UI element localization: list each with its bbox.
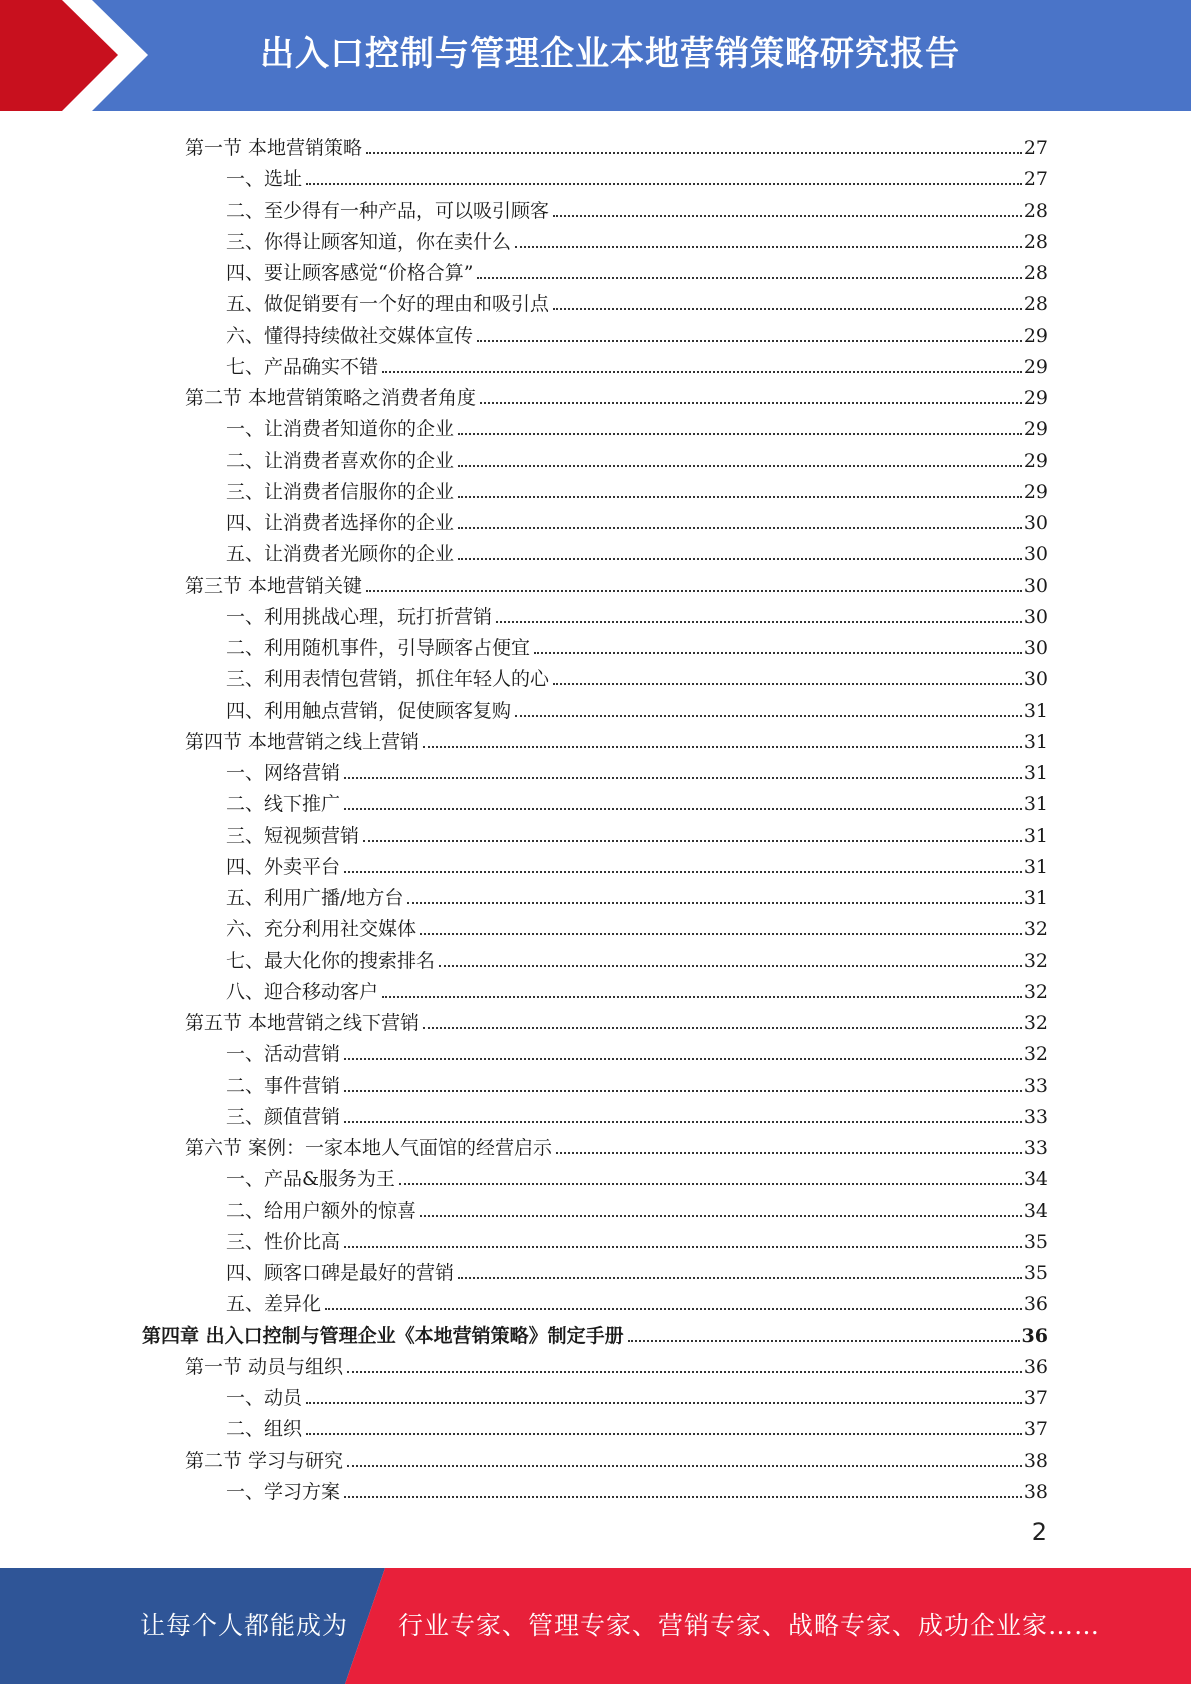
toc-subsection-entry[interactable]: [226, 972, 1048, 1003]
toc-dot-leader: [344, 1496, 1022, 1498]
toc-subsection-entry[interactable]: [226, 1034, 1048, 1065]
toc-dot-leader: [344, 808, 1022, 810]
toc-entry-page: 31: [1023, 793, 1048, 816]
toc-entry-title: 二、至少得有一种产品，可以吸引顾客: [226, 199, 550, 222]
toc-entry-title: 第一节 本地营销策略: [185, 137, 363, 159]
toc-dot-leader: [344, 1121, 1022, 1123]
toc-entry-page: 31: [1023, 762, 1048, 784]
toc-entry-page: 29: [1023, 355, 1048, 378]
toc-entry-page: 37: [1023, 1418, 1048, 1441]
toc-entry-title: 三、短视频营销: [226, 824, 360, 847]
toc-entry-title: 六、充分利用社交媒体: [226, 918, 417, 941]
toc-entry-title: 第二节 学习与研究: [185, 1449, 344, 1472]
toc-entry-title: 第六节 案例：一家本地人气面馆的经营启示: [185, 1137, 553, 1159]
toc-dot-leader: [363, 840, 1022, 842]
toc-entry-title: 一、活动营销: [226, 1043, 341, 1066]
toc-entry-page: 35: [1023, 1230, 1048, 1253]
toc-entry-page: 27: [1023, 168, 1048, 191]
toc-dot-leader: [458, 558, 1022, 560]
toc-entry-title: 一、学习方案: [226, 1480, 341, 1503]
toc-subsection-entry[interactable]: [226, 253, 1048, 284]
toc-subsection-entry[interactable]: [226, 1066, 1048, 1097]
toc-dot-leader: [382, 996, 1022, 998]
toc-entry-title: 七、最大化你的搜索排名: [226, 949, 436, 972]
toc-dot-leader: [458, 1277, 1022, 1279]
toc-entry-page: 28: [1023, 199, 1048, 222]
toc-entry-page: 38: [1023, 1449, 1048, 1472]
toc-entry-page: 27: [1023, 137, 1048, 159]
toc-entry-page: 33: [1023, 1105, 1048, 1128]
toc-section-entry[interactable]: [185, 566, 1048, 597]
toc-dot-leader: [306, 1433, 1022, 1435]
toc-dot-leader: [347, 1371, 1022, 1373]
toc-dot-leader: [344, 1246, 1022, 1248]
toc-entry-title: 二、事件营销: [226, 1074, 341, 1097]
footer-slogan-left: 让每个人都能成为: [140, 1611, 349, 1640]
toc-entry-title: 三、你得让顾客知道，你在卖什么: [226, 230, 512, 253]
toc-subsection-entry[interactable]: [226, 472, 1048, 503]
toc-subsection-entry[interactable]: [226, 1222, 1048, 1253]
page-number: 2: [1031, 1518, 1047, 1546]
toc-entry-page: 32: [1023, 980, 1048, 1003]
toc-entry-page: 34: [1023, 1168, 1048, 1191]
toc-entry-page: 33: [1023, 1074, 1048, 1097]
toc-entry-title: 第四章 出入口控制与管理企业《本地营销策略》制定手册: [142, 1324, 624, 1347]
toc-subsection-entry[interactable]: [226, 784, 1048, 815]
toc-entry-title: 六、懂得持续做社交媒体宣传: [226, 324, 474, 347]
toc-entry-page: 32: [1023, 1012, 1048, 1034]
toc-entry-title: 七、产品确实不错: [226, 355, 379, 378]
toc-entry-title: 三、颜值营销: [226, 1105, 341, 1128]
toc-entry-title: 一、动员: [226, 1387, 303, 1409]
toc-subsection-entry[interactable]: [226, 191, 1048, 222]
toc-dot-leader: [553, 215, 1022, 217]
toc-subsection-entry[interactable]: [226, 1378, 1048, 1409]
toc-entry-title: 第五节 本地营销之线下营销: [185, 1012, 420, 1034]
toc-subsection-entry[interactable]: [226, 534, 1048, 565]
toc-entry-page: 28: [1023, 262, 1048, 284]
toc-entry-title: 四、要让顾客感觉“价格合算”: [226, 262, 474, 284]
toc-entry-title: 四、让消费者选择你的企业: [226, 512, 455, 534]
toc-entry-title: 一、网络营销: [226, 762, 341, 784]
toc-entry-page: 29: [1023, 449, 1048, 472]
toc-entry-title: 四、顾客口碑是最好的营销: [226, 1262, 455, 1284]
toc-subsection-entry[interactable]: [226, 941, 1048, 972]
toc-subsection-entry[interactable]: [226, 878, 1048, 909]
toc-entry-page: 31: [1023, 699, 1048, 722]
toc-subsection-entry[interactable]: [226, 441, 1048, 472]
footer-banner: [0, 1568, 1191, 1684]
toc-subsection-entry[interactable]: [226, 1409, 1048, 1440]
toc-subsection-entry[interactable]: [226, 1253, 1048, 1284]
toc-entry-title: 四、利用触点营销，促使顾客复购: [226, 699, 512, 722]
toc-entry-page: 30: [1023, 668, 1048, 691]
toc-entry-page: 32: [1023, 949, 1048, 972]
toc-entry-title: 三、性价比高: [226, 1230, 341, 1253]
toc-entry-page: 31: [1023, 824, 1048, 847]
toc-entry-title: 五、让消费者光顾你的企业: [226, 543, 455, 566]
toc-dot-leader: [420, 1215, 1022, 1217]
toc-entry-page: 31: [1023, 730, 1048, 753]
toc-dot-leader: [366, 152, 1022, 154]
toc-dot-leader: [344, 871, 1022, 873]
toc-subsection-entry[interactable]: [226, 1472, 1048, 1503]
toc-dot-leader: [344, 777, 1022, 779]
toc-entry-title: 一、选址: [226, 168, 303, 191]
toc-dot-leader: [480, 402, 1022, 404]
toc-entry-page: 29: [1023, 324, 1048, 347]
toc-dot-leader: [553, 683, 1022, 685]
toc-subsection-entry[interactable]: [226, 659, 1048, 690]
toc-entry-title: 三、让消费者信服你的企业: [226, 480, 455, 503]
toc-dot-leader: [458, 465, 1022, 467]
toc-subsection-entry[interactable]: [226, 1159, 1048, 1190]
toc-entry-page: 30: [1023, 605, 1048, 628]
toc-entry-title: 二、让消费者喜欢你的企业: [226, 449, 455, 472]
toc-section-entry[interactable]: [185, 128, 1048, 159]
toc-entry-title: 二、给用户额外的惊喜: [226, 1199, 417, 1222]
toc-entry-page: 36: [1023, 1355, 1048, 1378]
toc-subsection-entry[interactable]: [226, 691, 1048, 722]
toc-dot-leader: [458, 496, 1022, 498]
toc-entry-title: 一、让消费者知道你的企业: [226, 418, 455, 441]
toc-entry-page: 37: [1023, 1387, 1048, 1409]
toc-subsection-entry[interactable]: [226, 503, 1048, 534]
footer-slogan-right: 行业专家、管理专家、营销专家、战略专家、成功企业家……: [398, 1611, 1101, 1640]
header-banner: [0, 0, 1191, 111]
toc-entry-page: 31: [1023, 887, 1048, 909]
toc-subsection-entry[interactable]: [226, 628, 1048, 659]
toc-dot-leader: [420, 933, 1022, 935]
toc-entry-title: 二、线下推广: [226, 793, 341, 816]
toc-dot-leader: [477, 277, 1021, 279]
toc-entry-title: 第二节 本地营销策略之消费者角度: [185, 387, 477, 409]
toc-dot-leader: [553, 308, 1022, 310]
toc-entry-title: 五、差异化: [226, 1293, 322, 1316]
toc-entry-title: 一、利用挑战心理，玩打折营销: [226, 605, 493, 628]
toc-dot-leader: [306, 1402, 1022, 1404]
toc-dot-leader: [496, 621, 1022, 623]
toc-dot-leader: [439, 965, 1022, 967]
toc-subsection-entry[interactable]: [226, 816, 1048, 847]
toc-entry-page: 29: [1023, 387, 1048, 409]
toc-dot-leader: [477, 340, 1022, 342]
toc-dot-leader: [306, 183, 1022, 185]
toc-entry-title: 三、利用表情包营销，抓住年轻人的心: [226, 668, 550, 691]
toc-section-entry[interactable]: [185, 1347, 1048, 1378]
toc-subsection-entry[interactable]: [226, 1191, 1048, 1222]
toc-dot-leader: [407, 902, 1021, 904]
toc-entry-title: 二、利用随机事件，引导顾客占便宜: [226, 637, 531, 659]
toc-subsection-entry[interactable]: [226, 753, 1048, 784]
toc-section-entry[interactable]: [185, 378, 1048, 409]
toc-entry-page: 36: [1021, 1324, 1048, 1347]
toc-subsection-entry[interactable]: [226, 847, 1048, 878]
toc-dot-leader: [628, 1340, 1020, 1342]
toc-subsection-entry[interactable]: [226, 597, 1048, 628]
toc-entry-page: 28: [1023, 293, 1048, 316]
toc-entry-page: 36: [1023, 1293, 1048, 1316]
toc-section-entry[interactable]: [185, 722, 1048, 753]
toc-subsection-entry[interactable]: [226, 222, 1048, 253]
toc-dot-leader: [515, 715, 1022, 717]
toc-entry-title: 二、组织: [226, 1418, 303, 1441]
toc-dot-leader: [347, 1465, 1022, 1467]
toc-subsection-entry[interactable]: [226, 347, 1048, 378]
toc-dot-leader: [423, 746, 1022, 748]
toc-entry-page: 35: [1023, 1262, 1048, 1284]
toc-entry-page: 30: [1023, 512, 1048, 534]
toc-subsection-entry[interactable]: [226, 316, 1048, 347]
toc-entry-title: 八、迎合移动客户: [226, 980, 379, 1003]
toc-entry-title: 第四节 本地营销之线上营销: [185, 730, 420, 753]
toc-entry-page: 30: [1023, 637, 1048, 659]
toc-entry-page: 30: [1023, 574, 1048, 597]
toc-dot-leader: [515, 246, 1022, 248]
toc-dot-leader: [399, 1183, 1022, 1185]
toc-entry-title: 四、外卖平台: [226, 855, 341, 878]
toc-dot-leader: [556, 1152, 1022, 1154]
toc-entry-page: 29: [1023, 480, 1048, 503]
toc-entry-page: 32: [1023, 1043, 1048, 1066]
toc-entry-page: 28: [1023, 230, 1048, 253]
toc-entry-title: 第三节 本地营销关键: [185, 574, 363, 597]
toc-dot-leader: [344, 1090, 1022, 1092]
toc-entry-title: 五、做促销要有一个好的理由和吸引点: [226, 293, 550, 316]
toc-dot-leader: [366, 590, 1022, 592]
toc-subsection-entry[interactable]: [226, 909, 1048, 940]
toc-dot-leader: [382, 371, 1022, 373]
toc-entry-page: 32: [1023, 918, 1048, 941]
toc-entry-page: 38: [1023, 1480, 1048, 1503]
toc-entry-title: 一、产品&服务为王: [226, 1168, 395, 1191]
toc-section-entry[interactable]: [185, 1128, 1048, 1159]
toc-dot-leader: [325, 1308, 1022, 1310]
toc-dot-leader: [423, 1027, 1022, 1029]
toc-subsection-entry[interactable]: [226, 159, 1048, 190]
toc-entry-page: 31: [1023, 855, 1048, 878]
toc-entry-page: 33: [1023, 1137, 1048, 1159]
toc-subsection-entry[interactable]: [226, 409, 1048, 440]
toc-entry-page: 30: [1023, 543, 1048, 566]
toc-entry-title: 五、利用广播/地方台: [226, 887, 404, 909]
toc-section-entry[interactable]: [185, 1003, 1048, 1034]
toc-dot-leader: [458, 433, 1022, 435]
toc-chapter-entry[interactable]: [142, 1316, 1048, 1347]
toc-section-entry[interactable]: [185, 1441, 1048, 1472]
toc-subsection-entry[interactable]: [226, 1284, 1048, 1315]
report-title: 出入口控制与管理企业本地营销策略研究报告: [260, 34, 960, 74]
toc-dot-leader: [344, 1058, 1022, 1060]
toc-subsection-entry[interactable]: [226, 1097, 1048, 1128]
toc-dot-leader: [534, 652, 1022, 654]
toc-entry-title: 第一节 动员与组织: [185, 1355, 344, 1378]
toc-dot-leader: [458, 527, 1022, 529]
toc-entry-page: 29: [1023, 418, 1048, 441]
toc-entry-page: 34: [1023, 1199, 1048, 1222]
toc-subsection-entry[interactable]: [226, 284, 1048, 315]
